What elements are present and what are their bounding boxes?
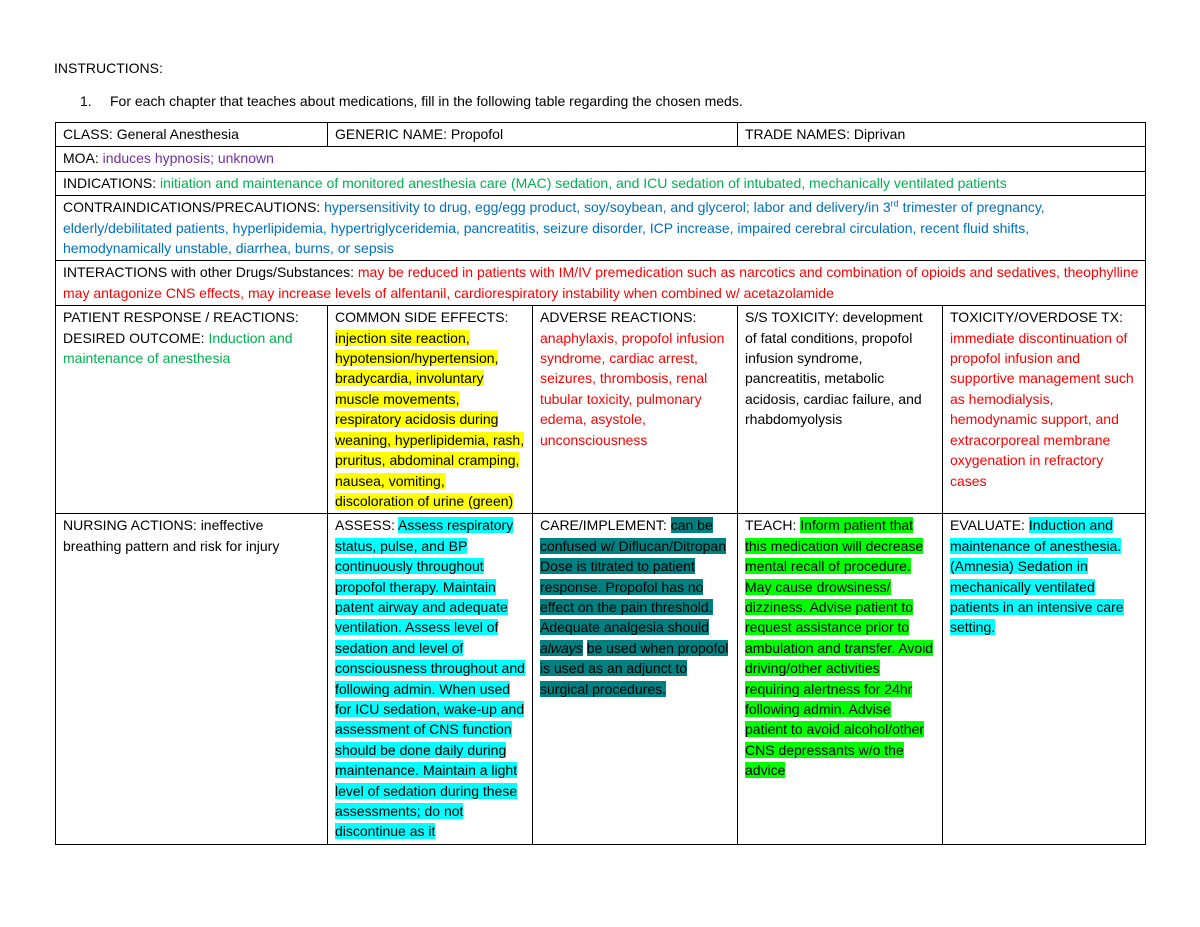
toxicity-cell bbox=[738, 306, 943, 514]
class-label: CLASS: bbox=[63, 126, 113, 142]
interactions-cell bbox=[56, 261, 1146, 306]
overdose-label: TOXICITY/OVERDOSE TX: bbox=[950, 309, 1123, 326]
side-effects-value: injection site reaction, hypotension/hypertension, bradycardia, involuntary muscle movements, respiratory acidosis during weaning, hyperlipidemia, rash, pruritus, abdominal cramping, nausea, vomiting, discoloration of urine (green) bbox=[335, 329, 525, 509]
trade-names-cell bbox=[738, 123, 1146, 147]
toxicity-label: S/S TOXICITY: bbox=[745, 309, 839, 326]
instruction-step bbox=[80, 93, 743, 109]
trade-names-value: Diprivan bbox=[853, 126, 906, 142]
care-implement-label: CARE/IMPLEMENT: bbox=[540, 517, 667, 534]
care-implement-emphasis: always bbox=[540, 639, 583, 656]
medication-table bbox=[55, 122, 1146, 845]
nursing-actions-label: NURSING ACTIONS: bbox=[63, 517, 197, 534]
indications-row bbox=[56, 171, 1146, 195]
side-effects-cell bbox=[328, 306, 533, 514]
interactions-value: may be reduced in patients with IM/IV premedication such as narcotics and combination of opioids and sedatives, theophylline may antagonize CNS effects, may increase levels of alfentanil, cardiorespiratory instability when combined w/ acetazolamide bbox=[63, 264, 1139, 301]
assess-label: ASSESS: bbox=[335, 517, 395, 534]
contraindications-value-part2: trimester of pregnancy, elderly/debilitated patients, hyperlipidemia, hypertriglyceridemia, pancreatitis, seizure disorder, ICP increase, impaired cerebral circulation, recent fluid shifts, hemodynamically unstable, diarrhea, burns, or sepsis bbox=[63, 199, 1045, 257]
nursing-actions-value: ineffective breathing pattern and risk for injury bbox=[63, 517, 280, 554]
assess-cell bbox=[328, 514, 533, 845]
contraindications-label: CONTRAINDICATIONS/PRECAUTIONS: bbox=[63, 199, 321, 216]
adverse-reactions-label: ADVERSE REACTIONS: bbox=[540, 309, 697, 326]
overdose-cell bbox=[943, 306, 1146, 514]
adverse-reactions-value: anaphylaxis, propofol infusion syndrome, cardiac arrest, seizures, thrombosis, renal tubular toxicity, pulmonary edema, asystole, unconsciousness bbox=[540, 329, 725, 448]
contraindications-row bbox=[56, 196, 1146, 261]
teach-label: TEACH: bbox=[745, 517, 797, 534]
nursing-row bbox=[56, 514, 1146, 845]
contraindications-cell bbox=[56, 196, 1146, 261]
moa-label: MOA: bbox=[63, 150, 99, 167]
moa-row bbox=[56, 147, 1146, 171]
evaluate-value: Induction and maintenance of anesthesia. (Amnesia) Sedation in mechanically ventilated patients in an intensive care setting. bbox=[950, 517, 1124, 636]
header-row bbox=[56, 123, 1146, 147]
moa-cell bbox=[56, 147, 1146, 171]
care-implement-value-part2: be used when propofol is used as an adjunct to surgical procedures. bbox=[540, 639, 729, 697]
assess-value: Assess respiratory status, pulse, and BP continuously throughout propofol therapy. Maintain patent airway and adequate ventilation. Assess level of sedation and level of consciousness throughout and following admin. When used for ICU sedation, wake-up and assessment of CNS function should be done daily during maintenance. Maintain a light level of sedation during these assessments; do not discontinue as it bbox=[335, 517, 525, 840]
desired-outcome-value: Induction and maintenance of anesthesia bbox=[63, 329, 293, 367]
care-implement-value-part1: can be confused w/ Diflucan/Ditropan Dose is titrated to patient response. Propofol has no effect on the pain threshold. Adequate analgesia should bbox=[540, 517, 726, 636]
care-implement-cell bbox=[533, 514, 738, 845]
nursing-actions-cell bbox=[56, 514, 328, 845]
contraindications-value-part1: hypersensitivity to drug, egg/egg product, soy/soybean, and glycerol; labor and delivery/in 3 bbox=[324, 199, 891, 216]
moa-value: induces hypnosis; unknown bbox=[102, 150, 274, 167]
contraindications-superscript: rd bbox=[890, 198, 899, 209]
indications-value: initiation and maintenance of monitored anesthesia care (MAC) sedation, and ICU sedation of intubated, mechanically ventilated patients bbox=[159, 174, 1007, 191]
side-effects-label: COMMON SIDE EFFECTS: bbox=[335, 309, 509, 326]
generic-name-cell bbox=[328, 123, 738, 147]
teach-value: Inform patient that this medication will decrease mental recall of procedure. May cause drowsiness/ dizziness. Advise patient to request assistance prior to ambulation and transfer. Avoid driving/other activities requiring alertness for 24hr following admin. Advise patient to avoid alcohol/other CNS depressants w/o the advice bbox=[745, 517, 934, 779]
patient-response-label: PATIENT RESPONSE / REACTIONS: bbox=[63, 309, 299, 326]
step-number: 1. bbox=[80, 93, 92, 109]
response-row bbox=[56, 306, 1146, 514]
generic-name-value: Propofol bbox=[450, 126, 504, 142]
evaluate-label: EVALUATE: bbox=[950, 517, 1025, 534]
desired-outcome-label: DESIRED OUTCOME: bbox=[63, 329, 205, 346]
interactions-row bbox=[56, 261, 1146, 306]
adverse-reactions-cell bbox=[533, 306, 738, 514]
step-text: For each chapter that teaches about medications, fill in the following table regarding the chosen meds. bbox=[110, 93, 743, 109]
interactions-label: INTERACTIONS with other Drugs/Substances: bbox=[63, 264, 354, 281]
patient-response-cell bbox=[56, 306, 328, 514]
teach-cell bbox=[738, 514, 943, 845]
toxicity-value: development of fatal conditions, propofol infusion syndrome, pancreatitis, metabolic acidosis, cardiac failure, and rhabdomyolysis bbox=[745, 309, 923, 428]
generic-name-label: GENERIC NAME: bbox=[335, 126, 448, 142]
instructions-heading: INSTRUCTIONS: bbox=[54, 60, 163, 76]
overdose-value: immediate discontinuation of propofol infusion and supportive management such as hemodialysis, hemodynamic support, and extracorporeal membrane oxygenation in refractory cases bbox=[950, 329, 1134, 489]
evaluate-cell bbox=[943, 514, 1146, 845]
trade-names-label: TRADE NAMES: bbox=[745, 126, 851, 142]
indications-label: INDICATIONS: bbox=[63, 174, 157, 191]
indications-cell bbox=[56, 171, 1146, 195]
class-value: General Anesthesia bbox=[116, 126, 239, 142]
class-cell bbox=[56, 123, 328, 147]
